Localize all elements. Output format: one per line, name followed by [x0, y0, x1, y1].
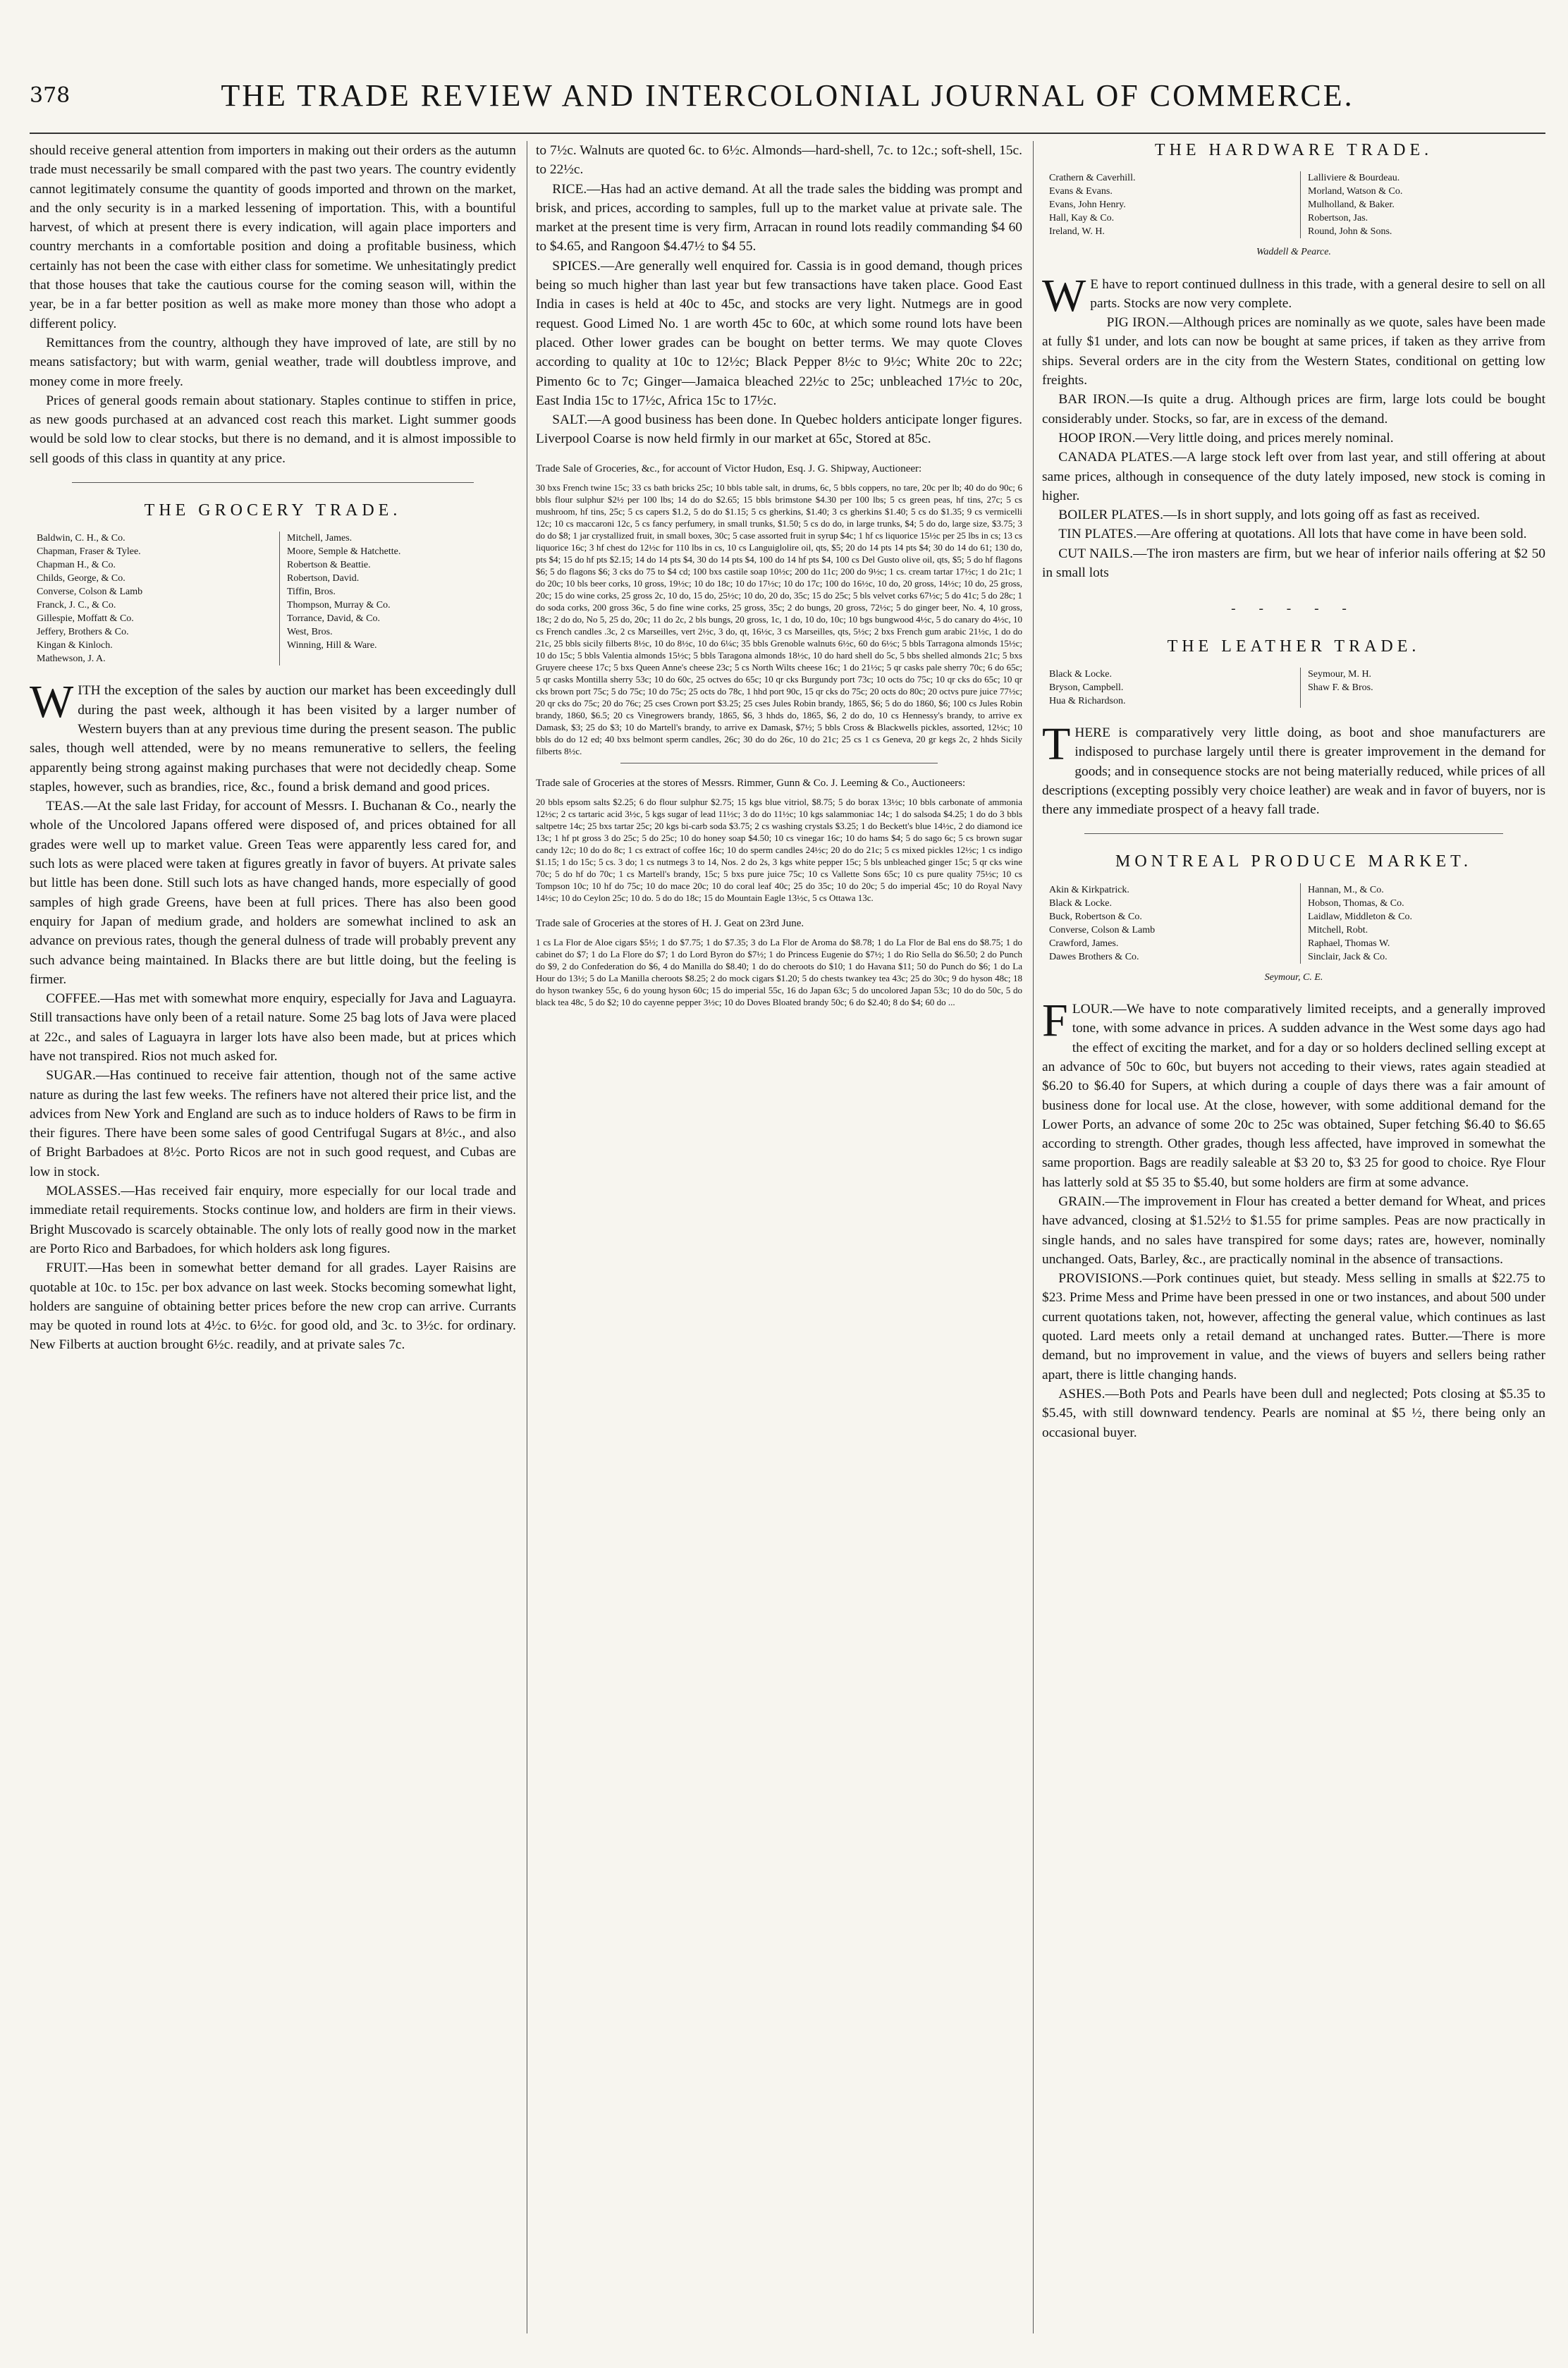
page-number: 378 — [30, 82, 71, 108]
dealer-name: Childs, George, & Co. — [37, 573, 125, 584]
dealer-name: Gillespie, Moffatt & Co. — [37, 613, 134, 625]
dealer-name: Torrance, David, & Co. — [287, 613, 380, 625]
drop-cap: W — [1042, 269, 1086, 321]
dealer-name: Shaw F. & Bros. — [1308, 682, 1373, 693]
paragraph: SALT.—A good business has been done. In Quebec holders anticipate longer figures. Liverpool Coarse is now held firmly in our market at 65c, Stored at 85c. — [536, 412, 1022, 447]
dealer-name: Laidlaw, Middleton & Co. — [1308, 911, 1413, 922]
paragraph: FRUIT.—Has been in somewhat better demand for all grades. Layer Raisins are quotable at 10c. to 15c. per box advance on last week. Stocks becoming somewhat light, holders are sanguine of obtaining better prices before the new crop can arrive. Currants may be quoted in round lots at 4½c. to 6½c. for good old, and 3c. to 3½c. for ordinary. New Filberts at auction brought 6½c. readily, and at private sales 7c. — [30, 1260, 516, 1353]
sale-listing: 1 cs La Flor de Aloe cigars $5½; 1 do $7.75; 1 do $7.35; 3 do La Flor de Aroma do $8.78; 1 do La Flor de Bal ens do $8.75; 1 do cabinet do $7; 1 do La Flore do $7; 1 do Lord Byron do $7½; 1 do Princess Eugenie do $7½; 1 do Rio Sella do $6.50; 2 do Punch do $9, 2 do Confederation do $6, 4 do Manilla do $8.40; 1 do do cheroots do $10; 1 do Havana $11; 50 do Punch do $6; 1 do La Hour do 13½; 5 do La Manilla cheroots $8.25; 2 do mock cigars $1.20; 5 do chests twankey tea 43c; 25 do 30c; 9 do hyson 48c; 18 do hyson twankey 55c, 6 do young hyson 60c; 15 do imperial 55c, 16 do Japan 63c; 5 do uncolored Japan 53c; 10 do do 50c, 5 do black tea 48c, 5 do $2; 10 do cayenne pepper 3½c; 10 do Doves Bloated brandy 50c; 6 do $2.40; 8 do $4; 60 do ... — [536, 936, 1022, 1007]
paragraph: BOILER PLATES.—Is in short supply, and lots going off as fast as received. — [1058, 508, 1481, 523]
dealer-name: Waddell & Pearce. — [1256, 247, 1331, 258]
dealer-name: Robertson, Jas. — [1308, 213, 1368, 224]
dealer-name: Franck, J. C., & Co. — [37, 600, 116, 611]
dealer-name: Evans, John Henry. — [1049, 200, 1126, 211]
paragraph: TIN PLATES.—Are offering at quotations. All lots that have come in have been sold. — [1058, 527, 1527, 542]
paragraph: COFFEE.—Has met with somewhat more enquiry, especially for Java and Laguayra. Still transactions have only been of a retail nature. Some 25 bag lots of Java were placed at 22c., and sales of Laguayra in larger lots have also been made, but at prices which have not transpired. Rios not much asked for. — [30, 991, 516, 1064]
dealer-name: Black & Locke. — [1049, 668, 1113, 680]
column-right — [1042, 141, 1545, 2333]
dealer-list-left — [1049, 883, 1287, 964]
paragraph: Prices of general goods remain about stationary. Staples continue to stiffen in price, as new goods purchased at an advanced cost reach this market. Light summer goods would be sold low to clear stocks, but there is no demand, and it is almost impossible to sell goods of this class in quantity at any price. — [30, 393, 516, 466]
paragraph: BAR IRON.—Is quite a drug. Although prices are firm, large lots could be bought considerably under. Stocks, so far, are in excess of the demand. — [1042, 392, 1545, 427]
drop-cap: T — [1042, 718, 1071, 770]
dealer-name: West, Bros. — [287, 627, 333, 638]
drop-cap: W — [30, 676, 74, 728]
section-title-grocery: THE GROCERY TRADE. — [144, 501, 402, 520]
dealer-name: Evans & Evans. — [1049, 186, 1113, 197]
dealer-name: Kingan & Kinloch. — [37, 640, 113, 651]
dealer-name: Crawford, James. — [1049, 938, 1119, 949]
dealer-list-left — [1049, 171, 1287, 238]
sale-listing: 20 bbls epsom salts $2.25; 6 do flour sulphur $2.75; 15 kgs blue vitriol, $8.75; 5 do borax 13½c; 10 bbls carbonate of ammonia 12½c; 2 cs tartaric acid 3½c, 5 kgs sugar of lead 11½c; 3 do do 11½c; 10 kgs salammoniac 14c; 1 do salsoda $4.25; 1 do do 3 bbls saltpetre 14c; 25 bxs tartar 25c; 20 kgs bi-carb soda $3.75; 2 cs washing crystals $3.25; 1 do Beckett's blue 14½c, 2 do diamond ice 13c; 1 hf pt gross 3 do 25c; 5 do 25c; 10 do honey soap $4.50; 10 cs vinegar 16c; 10 do hams $4; 5 do sago 6c; 5 cs brown sugar candy 12c; 10 do do 8c; 1 cs extract of coffee 16c; 10 do sperm candles 24½c; 20 do do 21c; 5 cs mixed pickles 12½c; 1 cs indigo $1.15; 1 do 15c; 5 cs. 3 do; 1 cs nutmegs 3 to 14, Nos. 2 do 2s, 3 kgs white pepper 15c; 5 bls unbleached ginger 15c; 5 qr cks wine 70c; 5 do hf do 70c; 1 cs Martell's brandy, 15c; 5 bxs pure juice 75c; 10 cs Vallette Sons 65c; 10 cs pure quality 75½c; 10 cs Tompson 10c; 10 hf do 75c; 10 do mace 20c; 10 do coral leaf 40c; 25 do 35c; 10 do 20c; 5 do imperial 45c; 10 do Royal Navy 14½c; 10 do Ceylon 25c; 10 do. 5 do do 18c; 15 do Mountain Eagle 13½c, 5 cs Ottawa 13c. — [536, 796, 1022, 903]
dealer-name: Robertson, David. — [287, 573, 360, 584]
dealer-list-right — [1300, 668, 1538, 708]
dealer-name: Lalliviere & Bourdeau. — [1308, 173, 1400, 184]
dealer-name: Converse, Colson & Lamb — [1049, 924, 1156, 935]
dealer-list-left — [37, 532, 267, 665]
paragraph-text: ITH the exception of the sales by auction our market has been exceedingly dull during the past week, although it has been visited by a larger number of Western buyers than at any previous time during the present season. The public sales, though well attended, were by no means remunerative to sellers, the feeling apparently being strong against making purchases that were not decidedly cheap. Some staples, however, such as brandies, rice, &c., found a brisk demand and good prices. — [30, 683, 516, 795]
dealer-name: Tiffin, Bros. — [287, 587, 336, 598]
paragraph-text: LOUR.—We have to note comparatively limited receipts, and a generally improved tone, with some advance in prices. A sudden advance in the West some days ago had the effect of exciting the market, and for a day or so holders declined selling except at an advance of 50c to 60c, but buyers not acceding to their views, rates again steadied at $6.20 to $6.40 for Supers, at which during a couple of days there was a fair amount of business done for local use. At the close, however, with some additional demand for the Lower Ports, an advance of some 20c to 25c was obtained, Super fetching $6.40 to $6.65 according to strength. Other grades, though less affected, have improved in somewhat the same proportion. Bags are readily saleable at $3 20 to, $3 25 for good to choice. Rye Flour has latterly sold at $5 35 to $5.40, but some holders are firm at some advance. — [1042, 1002, 1545, 1190]
paragraph: Remittances from the country, although they have improved of late, are still by no means satisfactory; but with warm, genial weather, trade will doubtless improve, and money come in more freely. — [30, 335, 516, 389]
dealer-name: Robertson & Beattie. — [287, 560, 371, 571]
dealer-name: Hua & Richardson. — [1049, 695, 1126, 706]
dealer-list-right — [1300, 883, 1538, 964]
header-rule — [30, 133, 1545, 134]
dealer-name: Winning, Hill & Ware. — [287, 640, 377, 651]
paragraph: MOLASSES.—Has received fair enquiry, more especially for our local trade and immediate retail requirements. Stocks continue low, and holders are firm in their views. Bright Muscovado is scarcely obtainable. The only lots of really good now in the market are Porto Rico and Barbadoes, for which holders ask long figures. — [30, 1184, 516, 1256]
paragraph: CUT NAILS.—The iron masters are firm, but we hear of inferior nails offering at $2 50 in small lots — [1042, 546, 1545, 581]
dealer-name: Mathewson, J. A. — [37, 654, 106, 665]
sale-title: Trade sale of Groceries at the stores of H. J. Geat on 23rd June. — [536, 917, 804, 929]
paragraph — [1042, 269, 1545, 321]
paragraph — [30, 676, 516, 797]
dealer-name: Baldwin, C. H., & Co. — [37, 533, 125, 544]
dealer-list-hardware — [1049, 171, 1538, 238]
sale-title: Trade Sale of Groceries, &c., for account of Victor Hudon, Esq. J. G. Shipway, Auctioneer: — [536, 462, 922, 474]
dealer-name: Hannan, M., & Co. — [1308, 884, 1384, 895]
dealer-name: Ireland, W. H. — [1049, 226, 1105, 238]
drop-cap: F — [1042, 995, 1068, 1047]
dealer-name: Bryson, Campbell. — [1049, 682, 1124, 693]
dealer-name: Mitchell, James. — [287, 533, 353, 544]
paragraph: PIG IRON.—Although prices are nominally as we quote, sales have been made at fully $1 under, and lots can now be bought at same prices, if taken as they arrive from ships. Several orders are in the city from the Western States, conditional on getting low freights. — [1042, 315, 1545, 388]
dealer-name: Black & Locke. — [1049, 897, 1113, 909]
dealer-name: Chapman H., & Co. — [37, 560, 116, 571]
column-left — [30, 141, 516, 2333]
paragraph-text: HERE is comparatively very little doing, as boot and shoe manufacturers are indisposed to purchase largely until there is greater improvement in the demand for goods; and in consequence stocks are not being materially reduced, while prices of all descriptions (excepting possibly very choice leather) are weak and in favor of buyers, nor is there any immediate prospect of a heavy fall trade. — [1042, 725, 1545, 818]
dealer-name: Mulholland, & Baker. — [1308, 200, 1395, 211]
page-header — [30, 70, 1545, 120]
dealer-list-leather — [1049, 668, 1538, 708]
dealer-name: Akin & Kirkpatrick. — [1049, 884, 1129, 895]
dealer-name: Hobson, Thomas, & Co. — [1308, 897, 1404, 909]
dealer-name: Chapman, Fraser & Tylee. — [37, 546, 141, 558]
journal-title: THE TRADE REVIEW AND INTERCOLONIAL JOURNAL OF COMMERCE. — [221, 78, 1354, 113]
paragraph: PROVISIONS.—Pork continues quiet, but steady. Mess selling in smalls at $22.75 to $23. Prime Mess and Prime have been pressed in one or two instances, and about 500 under current quotations taken, not, however, affecting the general value, which continues as last quoted. Lard meets only a retail demand at unchanged rates. Butter.—There is more demand, but no improvement in value, and the views of buyers and sellers being rather apart, there is little changing hands. — [1042, 1271, 1545, 1382]
paragraph: RICE.—Has had an active demand. At all the trade sales the bidding was prompt and brisk, and prices, according to samples, full up to the market value at private sale. The market at the present time is very firm, Arracan in round lots readily commanding $4 60 to $4.65, and Rangoon $4.47½ to $4 55. — [536, 181, 1022, 254]
sale-title: Trade sale of Groceries at the stores of Messrs. Rimmer, Gunn & Co. J. Leeming & Co., Auctioneers: — [536, 777, 966, 789]
section-title-hardware: THE HARDWARE TRADE. — [1154, 141, 1433, 159]
paragraph: CANADA PLATES.—A large stock left over from last year, and still offering at about same prices, although in consequence of the duty lately imposed, new stock is coming in higher. — [1042, 450, 1545, 503]
section-rule — [72, 482, 474, 483]
paragraph — [1042, 995, 1545, 1192]
section-separator: - - - - - — [1231, 601, 1356, 617]
dealer-name: Buck, Robertson & Co. — [1049, 911, 1142, 922]
dealer-name: Hall, Kay & Co. — [1049, 213, 1115, 224]
dealer-name: Thompson, Murray & Co. — [287, 600, 391, 611]
dealer-name: Morland, Watson & Co. — [1308, 186, 1403, 197]
paragraph: ASHES.—Both Pots and Pearls have been dull and neglected; Pots closing at $5.35 to $5.45, with still downward tendency. Pearls are nominal at $5 ½, there being only an occasional buyer. — [1042, 1386, 1545, 1440]
paragraph: GRAIN.—The improvement in Flour has created a better demand for Wheat, and prices have advanced, closing at $1.52½ to $1.55 for prime samples. Peas are now practically in single hands, and no sales have transpired for some days; rates are, however, nominally unchanged. Oats, Barley, &c., are practically nominal in the absence of transactions. — [1042, 1194, 1545, 1267]
paragraph: should receive general attention from importers in making out their orders as the autumn trade must necessarily be small compared with the past two years. The country evidently cannot legitimately consume the quantity of goods imported and thrown on the market, and the only security is in a marked lessening of importation. This, with a bountiful harvest, of which at present there is every indication, will again place importers and country merchants in a comfortable position and doing a profitable business, which certainly has not been the case with either class for sometime. We unhesitatingly predict that those houses that take the cautious course for the coming season will, within the year, be in a far better position as well as make more money than those who adopt a different policy. — [30, 143, 516, 331]
dealer-name: Crathern & Caverhill. — [1049, 173, 1136, 184]
dealer-list-grocery — [37, 532, 509, 665]
dealer-name: Raphael, Thomas W. — [1308, 938, 1390, 949]
paragraph: HOOP IRON.—Very little doing, and prices merely nominal. — [1058, 430, 1394, 446]
dealer-list-left — [1049, 668, 1287, 708]
paragraph-text: E have to report continued dullness in this trade, with a general desire to sell on all parts. Stocks are now very complete. — [1090, 276, 1545, 311]
paragraph: SUGAR.—Has continued to receive fair attention, though not of the same active nature as during the last few weeks. The refiners have not altered their price list, and the advices from New York and England are such as to induce holders of Raws to be firm in their figures. There have been some sales of good Centrifugal Sugars at 8½c., and also of Bright Barbadoes at 8½c. Porto Ricos are not in such good request, and Cubas are low in stock. — [30, 1068, 516, 1179]
paragraph — [1042, 718, 1545, 819]
dealer-name: Moore, Semple & Hatchette. — [287, 546, 401, 558]
dealer-name: Sinclair, Jack & Co. — [1308, 951, 1388, 962]
section-rule — [1084, 833, 1503, 834]
dealer-name: Converse, Colson & Lamb — [37, 587, 143, 598]
dealer-list-right — [279, 532, 509, 665]
column-middle — [536, 141, 1022, 2333]
paragraph: to 7½c. Walnuts are quoted 6c. to 6½c. Almonds—hard-shell, 7c. to 12c.; soft-shell, 15c. to 22½c. — [536, 143, 1022, 178]
section-title-produce: MONTREAL PRODUCE MARKET. — [1115, 852, 1472, 871]
dealer-name: Jeffery, Brothers & Co. — [37, 627, 129, 638]
dealer-name: Seymour, M. H. — [1308, 668, 1372, 680]
dealer-list-right — [1300, 171, 1538, 238]
dealer-name: Seymour, C. E. — [1264, 971, 1323, 983]
sale-listing: 30 bxs French twine 15c; 33 cs bath bricks 25c; 10 bbls table salt, in drums, 6c, 5 bbls coppers, no tare, 20c per lb; 40 do do 90c; 6 bbls flour sulphur $2½ per 100 lbs; 14 do do $2.65; 15 bbls brimstone $4.30 per 100 lbs; 5 cs green peas, hf tins, 27c; 5 cs mushroom, hf tins, 25c; 5 cs capers $1.2, 5 do do $1.15; 5 cs gherkins, $1.40; 3 cs gherkins $1.40; 5 cs do $1.35; 9 cs vermicelli 12c; 10 cs maccaroni 12c, 5 cs fancy perfumery, in small trunks, $1.50; 5 cs do do, in large trunks, $4; 5 do do, large size, $3.75; 3 do do $8; 1 jar crystallized fruit, in small boxes, 30c; 5 case assorted fruit in syrup $4c; 1 hf cs liquorice 15½c per 25 lbs in cs; 13 cs liquorice 16c; 3 hf chest do 12½c for 110 lbs in cs, 10 cs Languiglolire oil, qts, $5; 20 do 14 pts 14 pts $4; 30 do 14 do 61; 130 do, pts $4; 15 do hf pts $2.15; 14 do 14 pts $4, 30 do 14 pts $4, 100 do 14 hf pts $4, 100 cs Del Gusto olive oil, qts, $5; 5 do hf flagons $6; 5 do flagons $6; 3 cks do 75 to $4 cd; 100 bxs castile soap 10½c; 200 do 11c; 200 do 9½c; 1 cs. cream tartar 17½c; 1 do 21c; 1 do 20c; 10 bls beer corks, 10 gross, 19½c; 10 do 18c; 10 do 17½c; 10 do 17c; 100 do 16½c, 10 do, 20 gross, 14½c; 10 do, 25 gross, 20c; 15 do wine corks, 25 gross 2c, 10 do, 15 do, 25½c; 10 do, 20 do, 35c; 15 do 25c; 5 bls velvet corks 67½c; 5 do 41c; 5 do 28c; 1 do soda corks, 200 gross 36c, 5 do fine wine corks, 25 gross, 35c; 2 do bungs, 20 gross, 72½c; 5 do ginger beer, No. 4, 10 gross, 18c; 2 do do, No 5, 25 do, 20c; 11 do 2c, 2 bls bungs, 20 gross, 1c, 1 do, 10 do, 10c; 10 bgs bungwood 4½c, 5 do canary do 4½c, 10 cs French candles .3c, 2 cs Marseilles, vert 2½c, 3 do, qt, 16½c, 3 cs Marseilles, qts, 5½c; 2 bxs French gum arabic 21½c, 1 do do 21c, 25 bbls sicily filberts 8½c, 10 do 8½c, 10 do 6¼c; 35 bbls Grenoble walnuts 6½c, 60 do 6½c; 5 bbls Tarragona almonds 15½c; 10 do 15c; 5 bbls Valentia almonds 15½c; 5 bbls Taragona almonds 18½c, 10 do hard shell do 5c, 5 bbs shelled almonds 21c; 5 bxs Gruyere cheese 17c; 5 bxs Queen Anne's cheese 23c; 5 cs North Wilts cheese 16c; 1 do 21½c; 5 qr casks pale sherry 70c; 6 do 65c; 5 qr casks Montilla sherry 53c; 10 do 60c, 25 octves do 65c; 10 qr cks Burgundy port 73c; 10 octs do 75c; 10 qr cks do 65c; 10 qr cks brown port 75c; 5 do 75c; 10 do 75c; 25 octs do 78c, 1 hhd port 90c, 15 qr cks do 75c; 20 octs do 80c; 20 octvs pure juice 77½c; 20 qr cks do 75c; 20 do 76c; 25 cses Crown port $3.25; 25 cses Jules Robin brandy, 1865, $6; 5 do do 1860, $6; 100 cs Jules Robin brandy, 1860, $6.5; 20 cs Vinegrowers brandy, 1865, $6, 3 hhds do, 1865, $6, 2 do do, 10 cs Hennessy's brandy, to arrive ex Damask, $3; 25 do $3; 10 do Martell's brandy, to arrive ex Damask, $7½; 5 bbls Cross & Blackwells pickles, assorted, 12½c; 10 bbls do do 12 ed; 40 bxs belmont sperm candles, 26c; 30 do do 26c, 10 do 21c; 25 cs 1 cs Geneva, 20 gr kegs 2c, 2 hhds Sicily filberts 8½c. — [536, 481, 1022, 756]
paragraph: TEAS.—At the sale last Friday, for account of Messrs. I. Buchanan & Co., nearly the whole of the Uncolored Japans offered were disposed of, and prices obtained for all grades were well up to market value. Green Teas were apparently less cared for, and such lots as were placed were taken at figures greatly in favor of buyers. At private sales but little has been done. Still such lots as have changed hands, more especially of good samples of high grade Greens, have been at full prices. There has also been good enquiry for Japan of medium grade, and holders are somewhat inclined to ask an advance on previous rates, though the general dulness of trade will probably prevent any such advance being maintained. In Blacks there are but little doing, but the feeling is firmer. — [30, 799, 516, 987]
section-title-leather: THE LEATHER TRADE. — [1167, 637, 1421, 656]
columns — [30, 141, 1545, 2333]
paragraph: SPICES.—Are generally well enquired for. Cassia is in good demand, though prices being so much higher than last year but few transactions have taken place. Good East India in cases is held at 40c to 45c, and stocks are very light. Nutmegs are in good request. Good Limed No. 1 are worth 45c to 60c, at which some round lots have been placed. Other lower grades can be bought on better terms. We may quote Cloves according to quality at 10c to 12½c; Black Pepper 8½c to 9½c; White 20c to 22c; Pimento 6c to 7c; Ginger—Jamaica bleached 22½c to 25c; unbleached 17½c to 20c, East India 15c to 17½c, Africa 15c to 17½c. — [536, 258, 1022, 408]
dealer-name: Mitchell, Robt. — [1308, 924, 1368, 935]
dealer-list-produce — [1049, 883, 1538, 964]
column-divider — [1033, 141, 1034, 2333]
dealer-name: Dawes Brothers & Co. — [1049, 951, 1139, 962]
dealer-name: Round, John & Sons. — [1308, 226, 1392, 238]
